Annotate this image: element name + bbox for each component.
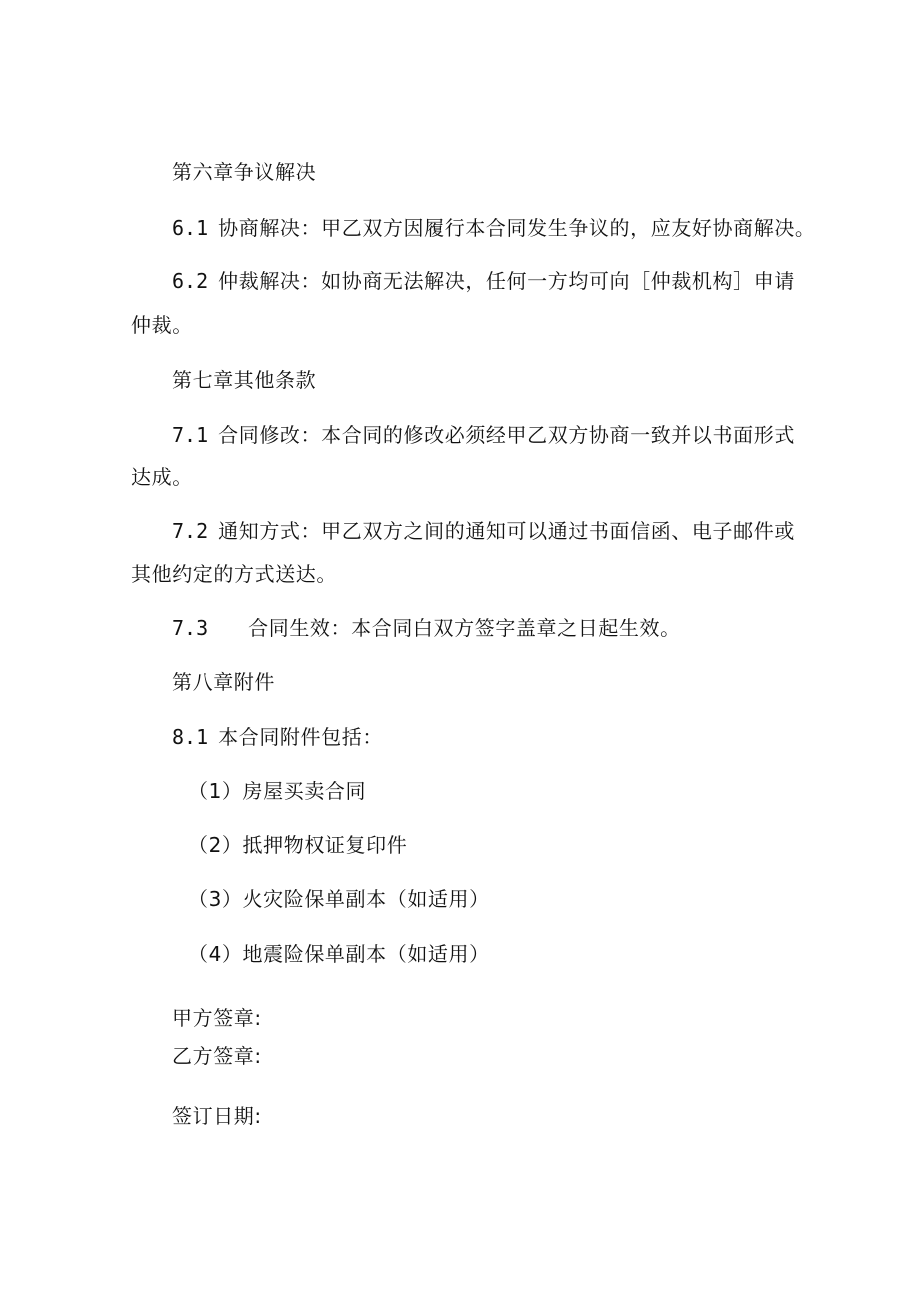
clause-6-2-text: 仲裁解决：如协商无法解决，任何一方均可向［仲裁机构］申请 [218, 269, 795, 293]
clause-8-1-number: 8.1 [172, 725, 209, 749]
party-b-signature-label: 乙方签章: [172, 1044, 262, 1068]
clause-7-3-number: 7.3 [172, 616, 209, 640]
clause-8-1-text: 本合同附件包括： [218, 725, 383, 749]
clause-7-1-continuation: 达成。 [131, 465, 193, 489]
attachment-item: （2）抵押物权证复印件 [188, 833, 408, 857]
chapter-8-heading: 第八章附件 [172, 670, 275, 694]
clause-6-1-text: 协商解决：甲乙双方因履行本合同发生争议的，应友好协商解决。 [218, 216, 816, 240]
attachment-item: （3）火灾险保单副本（如适用） [188, 887, 490, 911]
chapter-6-heading: 第六章争议解决 [172, 160, 317, 184]
clause-6-2-number: 6.2 [172, 269, 209, 293]
clause-7-2-text: 通知方式：甲乙双方之间的通知可以通过书面信函、电子邮件或 [218, 519, 795, 543]
clause-7-3 [172, 616, 681, 640]
party-a-signature-label: 甲方签章: [172, 1006, 262, 1030]
chapter-7-heading: 第七章其他条款 [172, 368, 317, 392]
clause-6-1-number: 6.1 [172, 216, 209, 240]
clause-7-1-number: 7.1 [172, 423, 209, 447]
clause-7-1 [172, 423, 795, 447]
attachment-item: （4）地震险保单副本（如适用） [188, 942, 490, 966]
clause-7-2-continuation: 其他约定的方式送达。 [131, 562, 337, 586]
attachment-item: （1）房屋买卖合同 [188, 779, 367, 803]
signing-date-label: 签订日期: [172, 1104, 262, 1128]
clause-6-1 [172, 216, 816, 240]
clause-6-2 [172, 269, 795, 293]
clause-7-2 [172, 519, 795, 543]
clause-7-1-text: 合同修改：本合同的修改必须经甲乙双方协商一致并以书面形式 [218, 423, 795, 447]
clause-7-3-text: 合同生效：本合同白双方签字盖章之日起生效。 [248, 616, 681, 640]
clause-8-1 [172, 725, 383, 749]
clause-7-2-number: 7.2 [172, 519, 209, 543]
clause-6-2-continuation: 仲裁。 [131, 313, 193, 337]
